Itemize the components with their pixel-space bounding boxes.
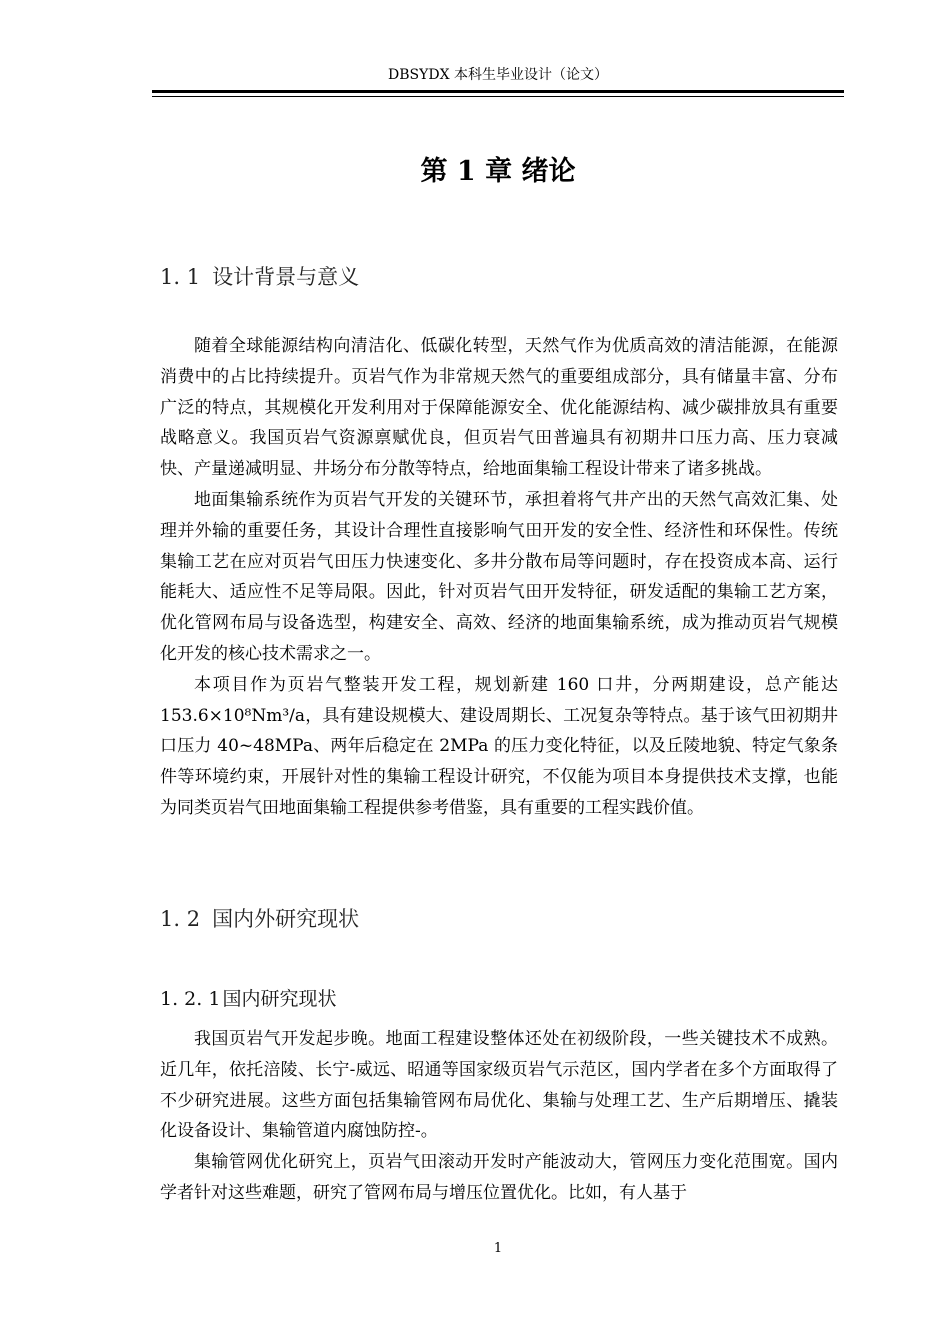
header-rule-thick [152,90,844,93]
running-header: DBSYDX 本科生毕业设计（论文） [388,67,608,83]
section-number: 1. 1 [160,265,201,289]
header-rule-thin [152,96,844,97]
subsection-title: 国内研究现状 [222,988,337,1010]
page-number: 1 [493,1241,503,1256]
body-paragraph: 我国页岩气开发起步晚。地面工程建设整体还处在初级阶段，一些关键技术不成熟。近几年，依托涪陵、长宁-威远、昭通等国家级页岩气示范区，国内学者在多个方面取得了不少研究进展。这些方面包括集输管网布局优化、集输与处理工艺、生产后期增压、撬装化设备设计、集输管道内腐蚀防控-。 [160,1029,838,1142]
section-1-1-body [160,331,838,824]
section-number: 1. 2 [160,907,201,931]
section-title: 国内外研究现状 [212,907,360,931]
subsection-heading-1-2-1 [160,985,336,1013]
section-heading-1-1 [160,262,359,292]
section-1-2-1-body [160,1024,838,1209]
subsection-number: 1. 2. 1 [160,988,221,1010]
section-title: 设计背景与意义 [212,265,360,289]
body-paragraph: 地面集输系统作为页岩气开发的关键环节，承担着将气井产出的天然气高效汇集、处理并外输的重要任务，其设计合理性直接影响气田开发的安全性、经济性和环保性。传统集输工艺在应对页岩气田压力快速变化、多井分散布局等问题时，存在投资成本高、运行能耗大、适应性不足等局限。因此，针对页岩气田开发特征，研发适配的集输工艺方案，优化管网布局与设备选型，构建安全、高效、经济的地面集输系统，成为推动页岩气规模化开发的核心技术需求之一。 [160,489,838,664]
body-paragraph: 随着全球能源结构向清洁化、低碳化转型，天然气作为优质高效的清洁能源，在能源消费中的占比持续提升。页岩气作为非常规天然气的重要组成部分，具有储量丰富、分布广泛的特点，其规模化开发利用对于保障能源安全、优化能源结构、减少碳排放具有重要战略意义。我国页岩气资源禀赋优良，但页岩气田普遍具有初期井口压力高、压力衰减快、产量递减明显、井场分布分散等特点，给地面集输工程设计带来了诸多挑战。 [160,336,838,480]
chapter-title: 第 1 章 绪论 [420,156,576,187]
body-paragraph: 集输管网优化研究上，页岩气田滚动开发时产能波动大，管网压力变化范围宽。国内学者针对这些难题，研究了管网布局与增压位置优化。比如，有人基于 [160,1152,838,1203]
body-paragraph: 本项目作为页岩气整装开发工程，规划新建 160 口井，分两期建设，总产能达 153.6×10⁸Nm³/a，具有建设规模大、建设周期长、工况复杂等特点。基于该气田初期井口压力 40~48MPa、两年后稳定在 2MPa 的压力变化特征，以及丘陵地貌、特定气象条件等环境约束，开展针对性的集输工程设计研究，不仅能为项目本身提供技术支撑，也能为同类页岩气田地面集输工程提供参考借鉴，具有重要的工程实践价值。 [160,674,838,818]
section-heading-1-2 [160,904,359,934]
